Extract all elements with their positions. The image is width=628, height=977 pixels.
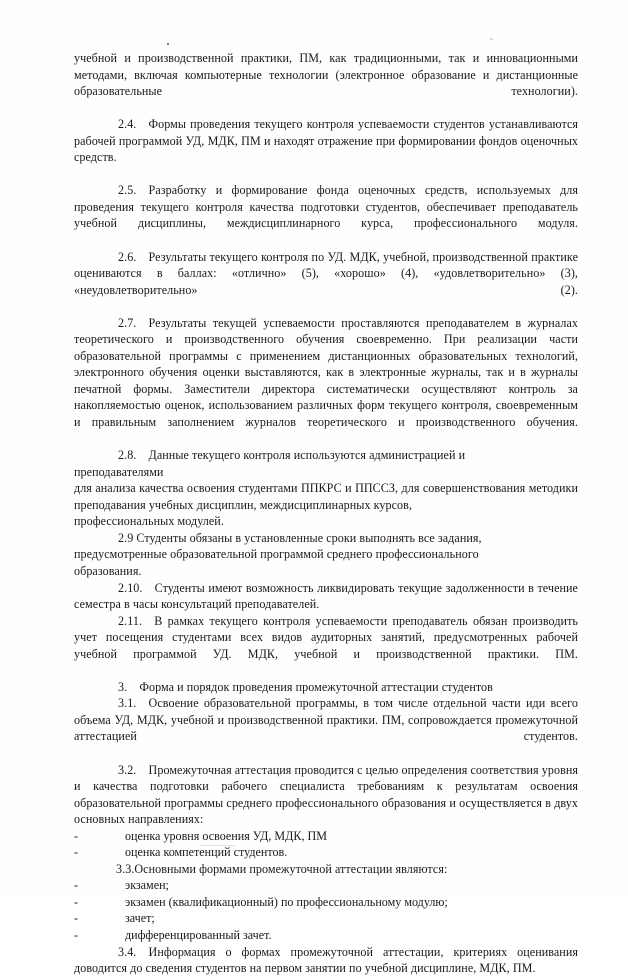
list-item bbox=[74, 844, 578, 861]
paragraph-2-8-line-3: для анализа качества освоения студентами ППКРС и ППССЗ, для совершенствования методики преподавания учебных дисциплин, междисциплинарных курсов, bbox=[74, 481, 578, 512]
dash-bullet-marker: - bbox=[74, 828, 79, 843]
paragraph-2-6: 2.6. Результаты текущего контроля по УД. МДК, учебной, производственной практике оцениваются в баллах: «отлично» (5), «хорошо» (4), «удовлетворительно» (3), «неудовлетворительно» (2). bbox=[74, 249, 578, 297]
paragraph-2-9-line-2: предусмотренные образовательной программой среднего профессионального bbox=[74, 547, 479, 562]
paragraph-2-8-line-4: профессиональных модулей. bbox=[74, 514, 224, 529]
dash-bullet-marker: - bbox=[74, 845, 79, 860]
dash-bullet-marker: - bbox=[74, 878, 79, 893]
paragraph-3-4: 3.4. Информация о формах промежуточной аттестации, критериях оценивания доводится до сведения студентов на первом занятии по учебной дисциплине, МДК, ПМ. bbox=[74, 944, 578, 976]
list-item-label: экзамен; bbox=[125, 878, 169, 893]
heading-section-3: 3. Форма и порядок проведения промежуточной аттестации студентов bbox=[118, 679, 493, 694]
list-item bbox=[74, 910, 578, 927]
paragraph-3-2: 3.2. Промежуточная аттестация проводится с целью определения соответствия уровня и качества подготовки рабочего специалиста требованиям к результатам освоения образовательной программы среднего профессионального образования и осуществляется в двух основных направлениях: bbox=[74, 762, 578, 827]
paragraph-3-1: 3.1. Освоение образовательной программы, в том числе отдельной части иди всего объема УД, МДК, учебной и производственной практики. ПМ, сопровождается промежуточной аттестацией студентов. bbox=[74, 696, 578, 744]
paragraph-2-7: 2.7. Результаты текущей успеваемости проставляются преподавателем в журналах теоретического и производственного обучения своевременно. При реализации части образовательной программы с применением дистанционных образовательных технологий, электронного обучения оценки выставляются, как в электронные журналы, так и в журналы печатной формы. Заместители директора систематически осуществляют контроль за накопляемостью оценок, использованием различных форм текущего контроля, своевременным и правильным заполнением журналов теоретического и производственного обучения. bbox=[74, 315, 578, 430]
paragraph-2-11: 2.11. В рамках текущего контроля успеваемости преподаватель обязан производить учет посещения студентами всех видов аудиторных занятий, предусмотренных рабочей учебной программой УД. МДК, учебной и производственной практики. ПМ. bbox=[74, 613, 578, 661]
paragraph-2-5: 2.5. Разработку и формирование фонда оценочных средств, используемых для проведения текущего контроля качества подготовки студентов, обеспечивает преподаватель учебной дисциплины, междисциплинарного курса, профессионального модуля. bbox=[74, 183, 578, 231]
heading-3-3: 3.3.Основными формами промежуточной аттестации являются: bbox=[116, 861, 448, 876]
scan-speck-artifact-2 bbox=[490, 38, 493, 40]
paragraph-2-9-line-3: образования. bbox=[74, 563, 142, 578]
paragraph-2-4: 2.4. Формы проведения текущего контроля успеваемости студентов устанавливаются рабочей программой УД, МДК, ПМ и находят отражение при формировании фондов оценочных средств. bbox=[74, 117, 578, 165]
document-body bbox=[74, 50, 578, 977]
list-item bbox=[74, 828, 578, 845]
list-item bbox=[74, 927, 578, 944]
list-item-label: оценка уровня освоения УД, МДК, ПМ bbox=[125, 828, 328, 843]
dash-bullet-marker: - bbox=[74, 911, 79, 926]
list-item-label: дифференцированный зачет. bbox=[125, 927, 272, 942]
paragraph-2-8-line-1: 2.8. Данные текущего контроля используются администрацией и bbox=[118, 448, 466, 463]
list-item bbox=[74, 877, 578, 894]
paragraph-2-3-continuation: учебной и производственной практики, ПМ, как традиционными, так и инновационными методами, включая компьютерные технологии (электронное образование и дистанционные образовательные технологии). bbox=[74, 51, 578, 99]
dash-bullet-marker: - bbox=[74, 894, 79, 909]
scan-speck-artifact bbox=[167, 43, 169, 45]
dash-bullet-marker: - bbox=[74, 927, 79, 942]
paragraph-2-8-line-2: преподавателями bbox=[74, 464, 164, 479]
list-item-label: оценка компетенций студентов. bbox=[125, 845, 288, 860]
list-item-label: экзамен (квалификационный) по профессиональному модулю; bbox=[125, 894, 448, 909]
list-item bbox=[74, 894, 578, 911]
paragraph-2-10: 2.10. Студенты имеют возможность ликвидировать текущие задолженности в течение семестра в часы консультаций преподавателей. bbox=[74, 580, 578, 612]
paragraph-2-9-line-1: 2.9 Студенты обязаны в установленные сроки выполнять все задания, bbox=[118, 530, 482, 545]
list-item-label: зачет; bbox=[125, 911, 155, 926]
